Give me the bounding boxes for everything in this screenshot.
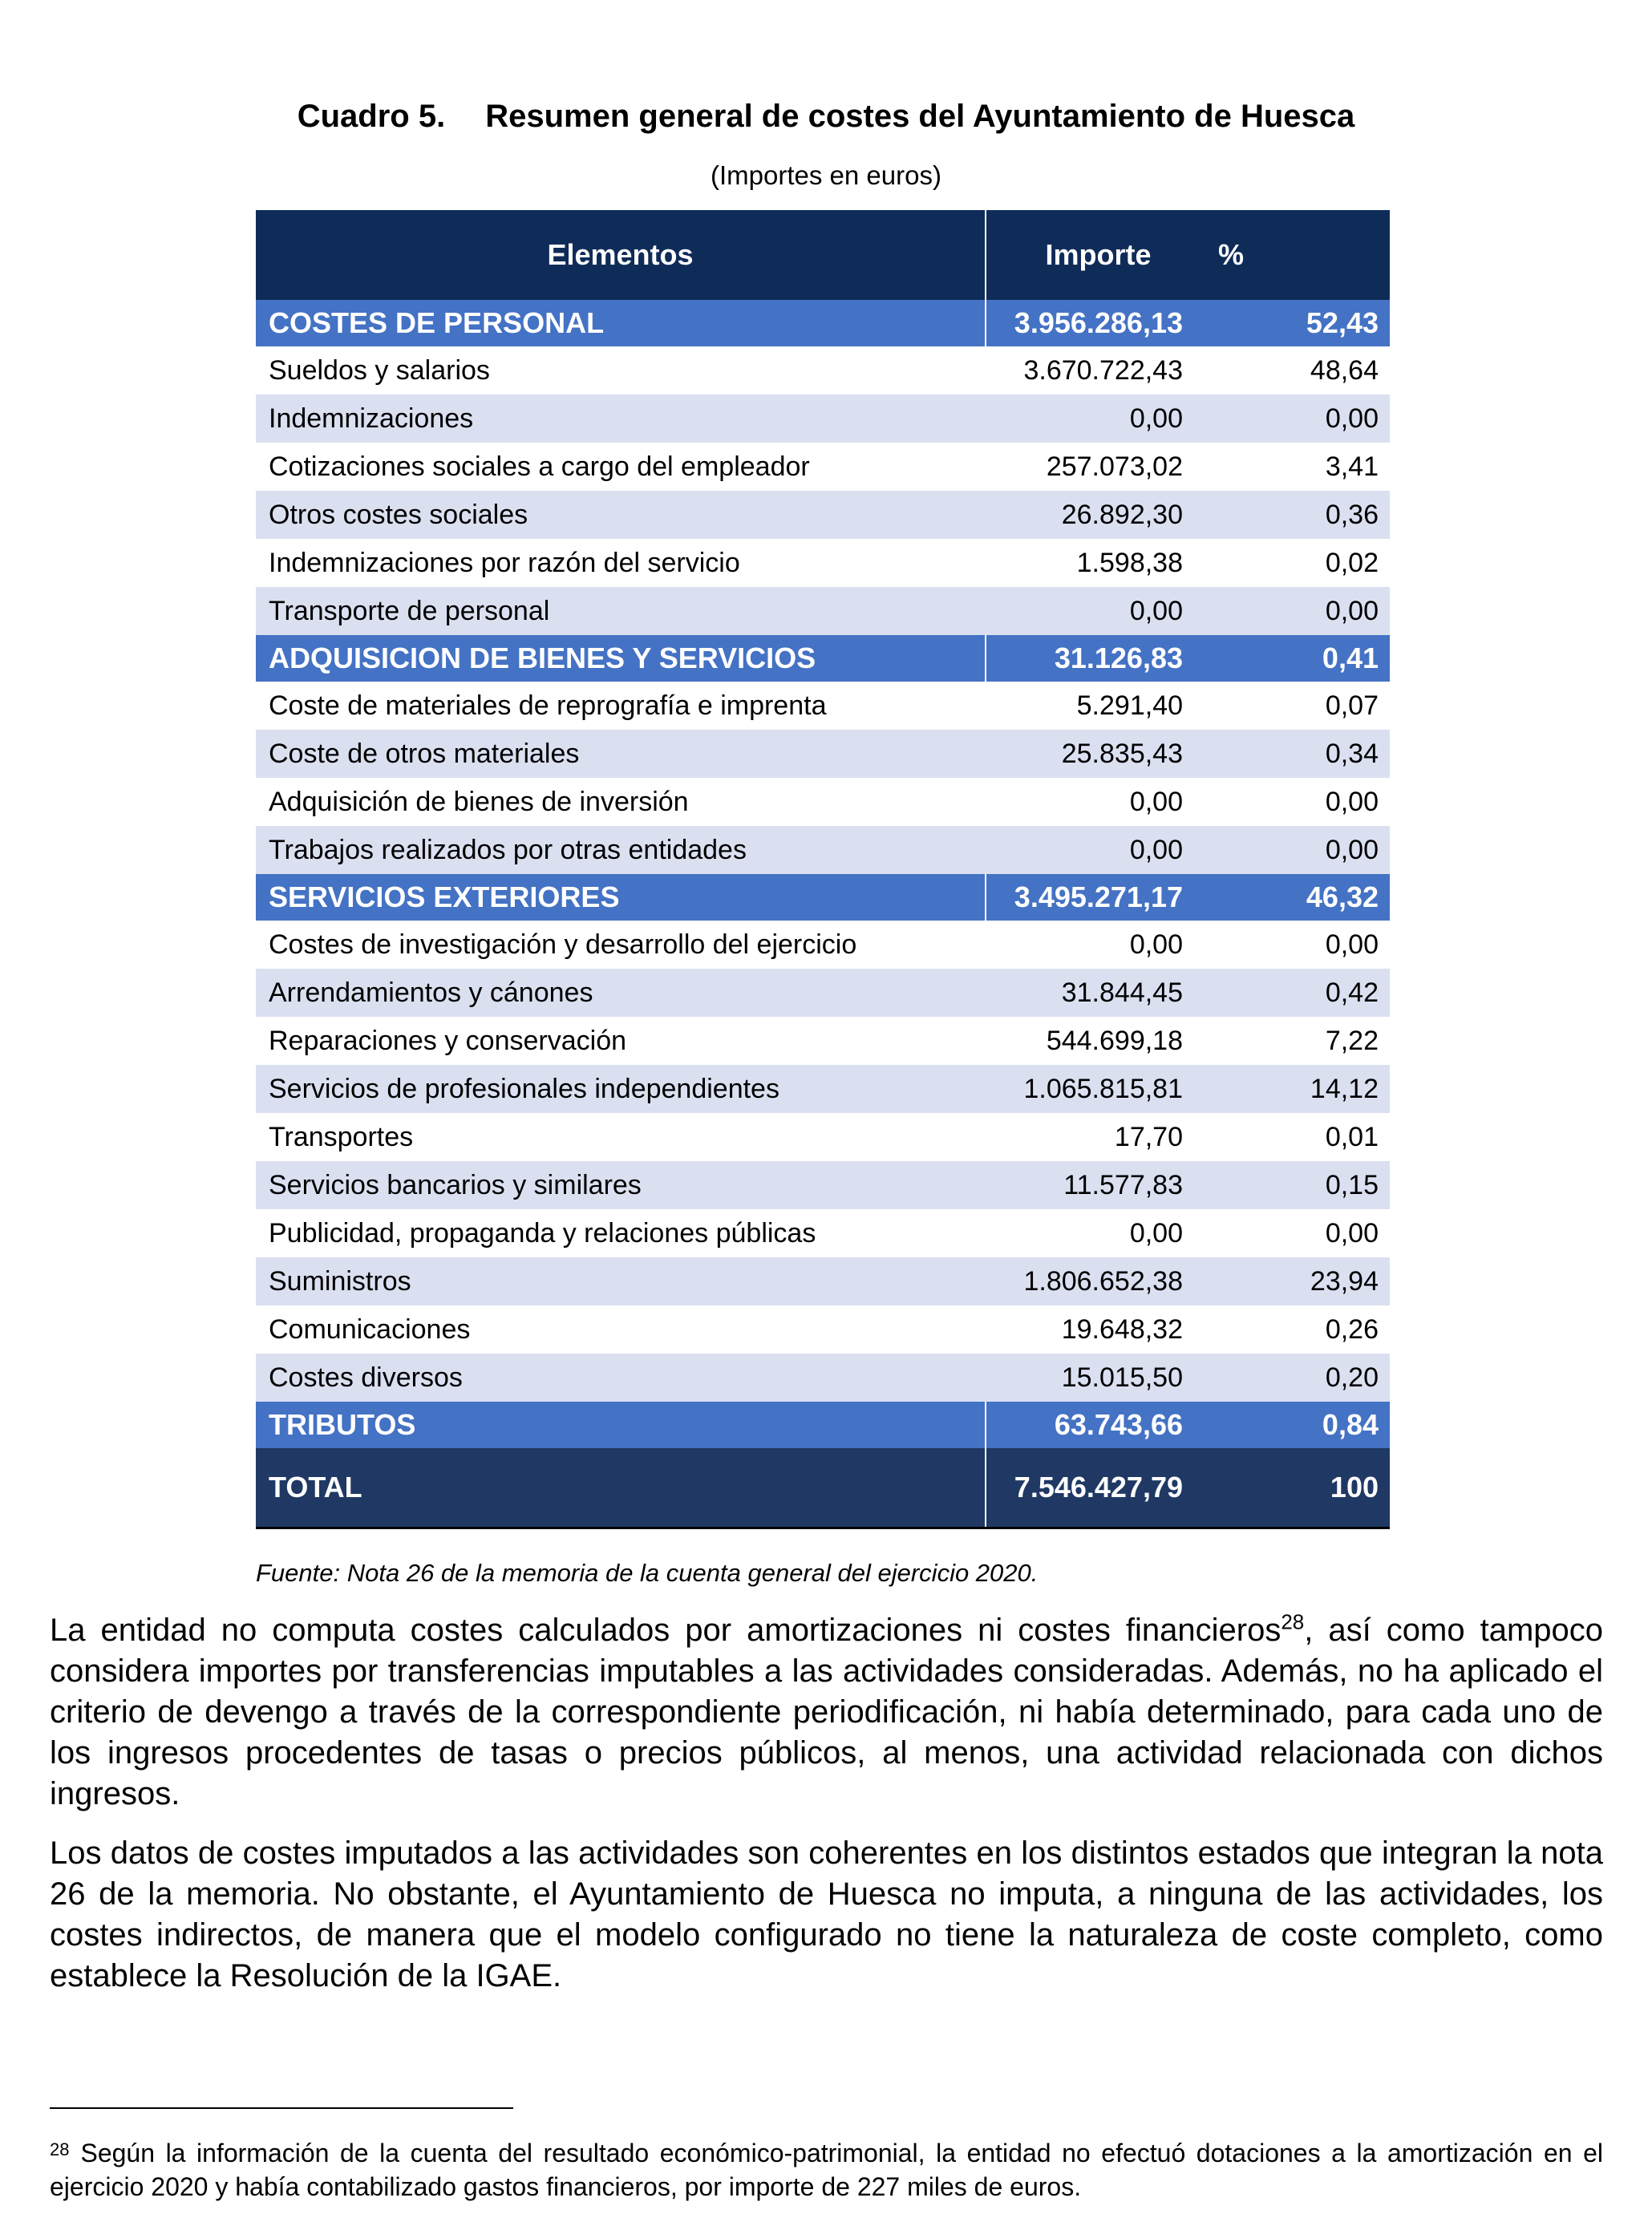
total-row: [256, 1448, 1390, 1528]
row-percent: 0,36: [1194, 491, 1390, 539]
row-percent: 0,00: [1194, 587, 1390, 635]
paragraph-1-text-cont: , así como tampoco considera importes por transferencias imputables a las actividades consideradas. Además, no ha aplicado el criterio de devengo a través de la correspondiente periodificación, ni había determinado, para cada uno de los ingresos procedentes de tasas o precios públicos, al menos, una actividad relacionada con dichos ingresos.: [50, 1613, 1603, 1811]
row-percent: 0,84: [1194, 1402, 1390, 1448]
row-label: Sueldos y salarios: [256, 346, 986, 395]
row-importe: 19.648,32: [986, 1305, 1194, 1354]
footnote-number: 28: [50, 2139, 70, 2159]
table-row: [256, 395, 1390, 443]
table-body: [256, 300, 1390, 1528]
table-row: [256, 1161, 1390, 1209]
table-caption: [0, 99, 1652, 135]
row-importe: 25.835,43: [986, 730, 1194, 778]
row-label: Costes de investigación y desarrollo del ejercicio: [256, 921, 986, 969]
row-label: ADQUISICION DE BIENES Y SERVICIOS: [256, 635, 986, 682]
footnote-divider: [50, 2107, 513, 2109]
footnote: [50, 2136, 1603, 2204]
row-percent: 0,26: [1194, 1305, 1390, 1354]
row-label: Publicidad, propaganda y relaciones públicas: [256, 1209, 986, 1257]
row-percent: 0,00: [1194, 1209, 1390, 1257]
row-importe: 0,00: [986, 1209, 1194, 1257]
row-label: TOTAL: [256, 1448, 986, 1528]
row-importe: 544.699,18: [986, 1017, 1194, 1065]
table-row: [256, 491, 1390, 539]
table-row: [256, 730, 1390, 778]
table-row: [256, 1209, 1390, 1257]
table-row: [256, 1257, 1390, 1305]
row-label: Indemnizaciones: [256, 395, 986, 443]
table-row: [256, 1354, 1390, 1402]
row-label: Coste de otros materiales: [256, 730, 986, 778]
table-row: [256, 778, 1390, 826]
table-row: [256, 443, 1390, 491]
row-importe: 3.495.271,17: [986, 874, 1194, 921]
table-row: [256, 1017, 1390, 1065]
paragraph-1: [50, 1610, 1603, 1815]
section-row: [256, 1402, 1390, 1448]
row-importe: 0,00: [986, 921, 1194, 969]
row-percent: 0,42: [1194, 969, 1390, 1017]
row-percent: 0,02: [1194, 539, 1390, 587]
row-importe: 31.126,83: [986, 635, 1194, 682]
table-row: [256, 587, 1390, 635]
row-label: Coste de materiales de reprografía e imprenta: [256, 682, 986, 730]
table-row: [256, 1305, 1390, 1354]
row-label: Suministros: [256, 1257, 986, 1305]
row-percent: 100: [1194, 1448, 1390, 1528]
paragraph-2: Los datos de costes imputados a las actividades son coherentes en los distintos estados que integran la nota 26 de la memoria. No obstante, el Ayuntamiento de Huesca no imputa, a ninguna de las actividades, los costes indirectos, de manera que el modelo configurado no tiene la naturaleza de coste completo, como establece la Resolución de la IGAE.: [50, 1835, 1603, 1993]
row-importe: 26.892,30: [986, 491, 1194, 539]
row-label: Reparaciones y conservación: [256, 1017, 986, 1065]
table-row: [256, 921, 1390, 969]
row-importe: 17,70: [986, 1113, 1194, 1161]
header-importe: Importe: [986, 210, 1194, 300]
row-percent: 0,41: [1194, 635, 1390, 682]
table-title: Resumen general de costes del Ayuntamiento de Huesca: [485, 99, 1355, 134]
row-importe: 11.577,83: [986, 1161, 1194, 1209]
row-label: Arrendamientos y cánones: [256, 969, 986, 1017]
row-percent: 3,41: [1194, 443, 1390, 491]
row-label: Adquisición de bienes de inversión: [256, 778, 986, 826]
row-percent: 0,00: [1194, 778, 1390, 826]
section-row: [256, 874, 1390, 921]
table-header-row: [256, 210, 1390, 300]
row-percent: 0,00: [1194, 395, 1390, 443]
row-importe: 1.806.652,38: [986, 1257, 1194, 1305]
footnote-text: Según la información de la cuenta del resultado económico-patrimonial, la entidad no efectuó dotaciones a la amortización en el ejercicio 2020 y había contabilizado gastos financieros, por importe de 227 miles de euros.: [50, 2139, 1603, 2201]
table-source: Fuente: Nota 26 de la memoria de la cuenta general del ejercicio 2020.: [256, 1559, 1039, 1587]
row-label: Servicios bancarios y similares: [256, 1161, 986, 1209]
row-percent: 14,12: [1194, 1065, 1390, 1113]
header-elementos: Elementos: [256, 210, 986, 300]
row-label: TRIBUTOS: [256, 1402, 986, 1448]
row-percent: 0,00: [1194, 921, 1390, 969]
row-label: Comunicaciones: [256, 1305, 986, 1354]
row-importe: 5.291,40: [986, 682, 1194, 730]
section-row: [256, 300, 1390, 346]
row-importe: 0,00: [986, 395, 1194, 443]
row-label: Cotizaciones sociales a cargo del empleador: [256, 443, 986, 491]
row-label: Costes diversos: [256, 1354, 986, 1402]
row-importe: 1.598,38: [986, 539, 1194, 587]
row-label: Transporte de personal: [256, 587, 986, 635]
row-label: COSTES DE PERSONAL: [256, 300, 986, 346]
row-importe: 3.956.286,13: [986, 300, 1194, 346]
row-importe: 7.546.427,79: [986, 1448, 1194, 1528]
row-percent: 7,22: [1194, 1017, 1390, 1065]
row-percent: 0,20: [1194, 1354, 1390, 1402]
table-subtitle: (Importes en euros): [711, 160, 941, 190]
row-importe: 63.743,66: [986, 1402, 1194, 1448]
footnote-reference[interactable]: 28: [1281, 1609, 1305, 1634]
table-row: [256, 682, 1390, 730]
table-row: [256, 1065, 1390, 1113]
row-percent: 23,94: [1194, 1257, 1390, 1305]
row-label: Servicios de profesionales independientes: [256, 1065, 986, 1113]
row-percent: 52,43: [1194, 300, 1390, 346]
table-row: [256, 1113, 1390, 1161]
header-percent: %: [1194, 210, 1390, 300]
table-row: [256, 539, 1390, 587]
table-row: [256, 346, 1390, 395]
table-number: Cuadro 5.: [297, 99, 446, 134]
section-row: [256, 635, 1390, 682]
row-importe: 257.073,02: [986, 443, 1194, 491]
row-percent: 46,32: [1194, 874, 1390, 921]
row-importe: 3.670.722,43: [986, 346, 1194, 395]
costs-table: [256, 210, 1390, 1529]
row-percent: 0,00: [1194, 826, 1390, 874]
row-percent: 0,07: [1194, 682, 1390, 730]
table-row: [256, 969, 1390, 1017]
row-label: Transportes: [256, 1113, 986, 1161]
row-label: SERVICIOS EXTERIORES: [256, 874, 986, 921]
row-importe: 1.065.815,81: [986, 1065, 1194, 1113]
row-importe: 31.844,45: [986, 969, 1194, 1017]
row-label: Otros costes sociales: [256, 491, 986, 539]
row-label: Trabajos realizados por otras entidades: [256, 826, 986, 874]
row-importe: 0,00: [986, 826, 1194, 874]
row-importe: 0,00: [986, 587, 1194, 635]
row-importe: 15.015,50: [986, 1354, 1194, 1402]
row-percent: 48,64: [1194, 346, 1390, 395]
row-percent: 0,34: [1194, 730, 1390, 778]
row-label: Indemnizaciones por razón del servicio: [256, 539, 986, 587]
row-importe: 0,00: [986, 778, 1194, 826]
paragraph-1-text: La entidad no computa costes calculados por amortizaciones ni costes financieros: [50, 1613, 1282, 1648]
row-percent: 0,15: [1194, 1161, 1390, 1209]
table-row: [256, 826, 1390, 874]
row-percent: 0,01: [1194, 1113, 1390, 1161]
